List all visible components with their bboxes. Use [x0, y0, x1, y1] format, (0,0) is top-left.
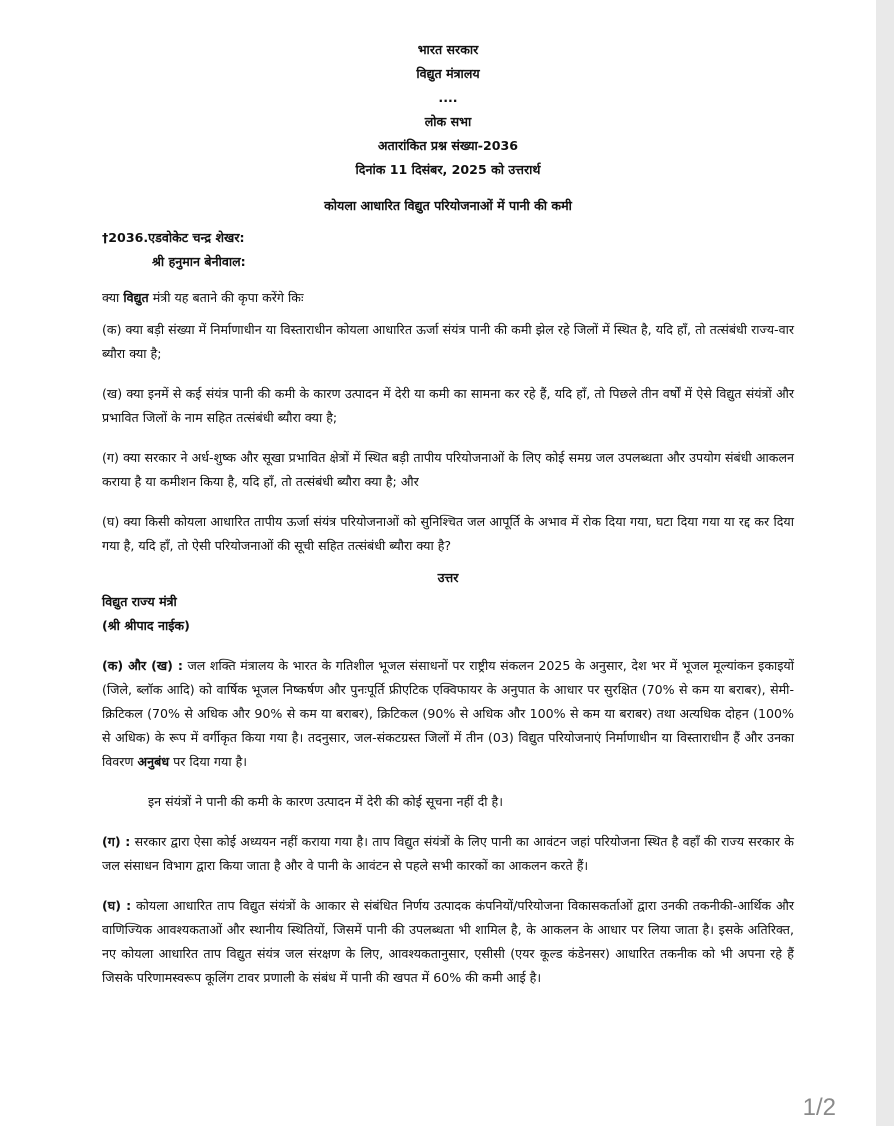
- question-part-kha: (ख) क्या इनमें से कई संयंत्र पानी की कमी के कारण उत्पादन में देरी या कमी का सामना कर रहे हैं, यदि हाँ, तो पिछले तीन वर्षों में ऐसे विद्युत संयंत्रों और प्रभावित जिलों के नाम सहित तत्संबंधी ब्यौरा क्या है;: [102, 386, 794, 425]
- answer-ka-kha-label: (क) और (ख) :: [102, 658, 183, 673]
- question-title: कोयला आधारित विद्युत परियोजनाओं में पानी की कमी: [324, 198, 572, 213]
- asker-second: श्री हनुमान बेनीवाल:: [152, 254, 246, 269]
- header-answer-date: दिनांक 11 दिसंबर, 2025 को उत्तरार्थ: [355, 162, 541, 177]
- question-part-ga: (ग) क्या सरकार ने अर्ध-शुष्क और सूखा प्रभावित क्षेत्रों में स्थित बड़ी तापीय परियोजनाओं के लिए कोई समग्र जल उपलब्धता और उपयोग संबंधी आकलन कराया है या कमीशन किया है, यदि हाँ, तो तत्संबंधी ब्यौरा क्या है; और: [102, 450, 794, 489]
- answer-heading: उत्तर: [437, 570, 459, 585]
- answer-annex-ref: अनुबंध: [137, 754, 170, 769]
- intro-ministry: विद्युत: [123, 290, 149, 305]
- answer-ka-kha-text-pre: जल शक्ति मंत्रालय के भारत के गतिशील भूजल संसाधनों पर राष्ट्रीय संकलन 2025 के अनुसार, देश भर में भूजल मूल्यांकन इकाइयों (जिले, ब्लॉक आदि) को वार्षिक भूजल निष्कर्षण और पुनःपूर्ति फ्रीएटिक एक्विफायर के अनुपात के आधार पर सुरक्षित (70% से कम या बराबर), सेमी-क्रिटिकल (70% से अधिक और 90% से कम या बराबर), क्रिटिकल (90% से अधिक और 100% से कम या बराबर) तथा अत्यधिक दोहन (100% से अधिक) के रूप में वर्गीकृत किया गया है। तदनुसार, जल-संकटग्रस्त जिलों में तीन (03) विद्युत परियोजनाएं निर्माणाधीन या विस्ताराधीन हैं और उनका विवरण: [102, 658, 794, 769]
- answer-ka-kha: [102, 654, 794, 774]
- answer-ga: [102, 830, 794, 878]
- page-indicator: 1/2: [802, 1094, 836, 1121]
- answer-ga-text: सरकार द्वारा ऐसा कोई अध्ययन नहीं कराया गया है। ताप विद्युत संयंत्रों के लिए पानी का आवंटन जहां परियोजना स्थित है वहाँ की राज्य सरकार के जल संसाधन विभाग द्वारा किया जाता है और वे पानी के आवंटन से पहले सभी कारकों का आकलन करते हैं।: [102, 834, 794, 873]
- header-question-number: अतारांकित प्रश्न संख्या-2036: [377, 138, 519, 153]
- question-intro: [102, 286, 794, 310]
- answer-ga-label: (ग) :: [102, 834, 131, 849]
- answer-gha: [102, 894, 794, 990]
- asker-first: †2036.एडवोकेट चन्द्र शेखर:: [102, 230, 245, 245]
- header-government: भारत सरकार: [417, 42, 479, 57]
- intro-pre: क्या: [102, 290, 124, 305]
- minister-title: विद्युत राज्य मंत्री: [102, 594, 177, 609]
- minister-name: (श्री श्रीपाद नाईक): [102, 618, 190, 633]
- answer-ka-kha-note: इन संयंत्रों ने पानी की कमी के कारण उत्पादन में देरी की कोई सूचना नहीं दी है।: [148, 794, 503, 809]
- viewer-scroll-strip[interactable]: [876, 0, 894, 1126]
- intro-post: मंत्री यह बताने की कृपा करेंगे किः: [148, 290, 304, 305]
- document-body: [102, 38, 794, 990]
- question-part-gha: (घ) क्या किसी कोयला आधारित तापीय ऊर्जा संयंत्र परियोजनाओं को सुनिश्चित जल आपूर्ति के अभाव में रोक दिया गया, घटा दिया गया या रद्द कर दिया गया है, यदि हाँ, तो ऐसी परियोजनाओं की सूची सहित तत्संबंधी ब्यौरा क्या है?: [102, 514, 794, 553]
- answer-gha-label: (घ) :: [102, 898, 132, 913]
- question-part-ka: (क) क्या बड़ी संख्या में निर्माणाधीन या विस्ताराधीन कोयला आधारित ऊर्जा संयंत्र पानी की कमी झेल रहे जिलों में स्थित है, यदि हाँ, तो तत्संबंधी राज्य-वार ब्यौरा क्या है;: [102, 322, 795, 361]
- header-dots: ....: [438, 90, 458, 105]
- answer-gha-text: कोयला आधारित ताप विद्युत संयंत्रों के आकार से संबंधित निर्णय उत्पादक कंपनियों/परियोजना विकासकर्ताओं द्वारा उनकी तकनीकी-आर्थिक और वाणिज्यिक आवश्यकताओं और स्थानीय स्थितियों, जिसमें पानी की उपलब्धता भी शामिल है, के आकलन के आधार पर लिया जाता है। इसके अतिरिक्त, नए कोयला आधारित ताप विद्युत संयंत्र जल संरक्षण के लिए, आवश्यकतानुसार, एसीसी (एयर कूल्ड कंडेनसर) आधारित तकनीक को भी अपना रहे हैं जिसके परिणामस्वरूप कूलिंग टावर प्रणाली के संबंध में पानी की खपत में 60% की कमी आई है।: [102, 898, 794, 985]
- header-ministry: विद्युत मंत्रालय: [416, 66, 480, 81]
- header-house: लोक सभा: [424, 114, 472, 129]
- answer-ka-kha-text-post: पर दिया गया है।: [169, 754, 248, 769]
